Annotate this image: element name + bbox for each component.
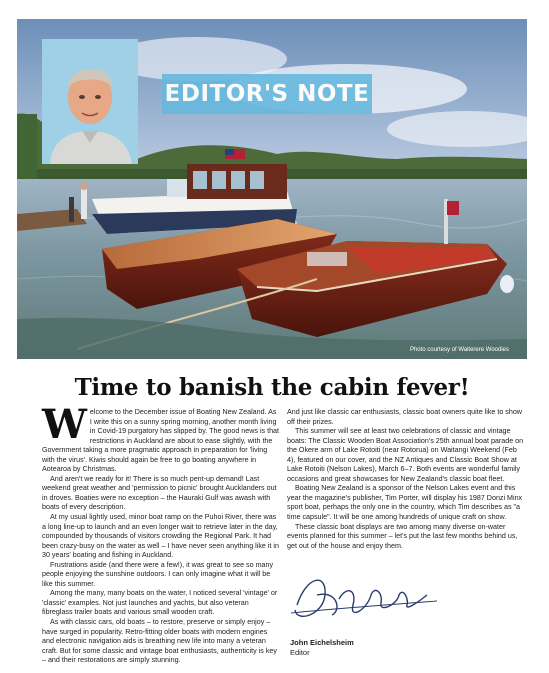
editor-portrait <box>42 39 138 164</box>
article-paragraph: And just like classic car enthusiasts, classic boat owners quite like to show off their prizes. <box>287 408 522 426</box>
section-title: EDITOR'S NOTE <box>164 81 370 107</box>
article-paragraph: As with classic cars, old boats – to restore, preserve or simply enjoy – have surged in popularity. Retro-fitting older boats with modern engines and electronic navigation aids is breathing new life into many a veteran craft. But for some classic and vintage boat enthusiasts, authenticity is key – and their restorations are simply stunning. <box>42 618 277 665</box>
article-column-right <box>287 408 525 551</box>
article-column-left <box>42 401 280 666</box>
editor-signature <box>287 565 447 630</box>
drop-cap: W <box>42 401 87 448</box>
article-paragraph: Welcome to the December issue of Boating New Zealand. As I write this on a sunny spring morning, another month living in Covid-19 purgatory has slipped by. The good news is that restrictions in Auckland are about to ease slightly, with the Government taking a more pragmatic approach in preparation for 'living with the virus'. Kiwis should again be free to go boating anywhere in Aotearoa by Christmas. <box>42 401 279 474</box>
signoff-name: John Eichelsheim <box>290 638 354 647</box>
signoff-title: Editor <box>290 648 310 657</box>
article-paragraph: Among the many, many boats on the water, I noticed several 'vintage' or 'classic' examples. Not just launches and yachts, but also veteran fibreglass trailer boats and various small wooden craft. <box>42 589 278 617</box>
hero-photo <box>17 19 527 359</box>
article-paragraph: And aren't we ready for it! There is so much pent-up demand! Last weekend great weather and 'permission to picnic' brought Aucklanders out in droves. Boaties were no exception – the Hauraki Gulf was awash with boats of every description. <box>42 474 277 512</box>
article-paragraph: Boating New Zealand is a sponsor of the Nelson Lakes event and this year the magazine's publisher, Tim Porter, will display his 1987 Donzi Minx sport boat, perhaps the only one in the country, which Tim describes as "a time capsule". It will be one among hundreds of unique craft on show. <box>287 484 523 522</box>
article-headline: Time to banish the cabin fever! <box>74 374 470 401</box>
section-title-banner <box>162 74 372 114</box>
article-paragraph: These classic boat displays are two among many diverse on-water events planned for this summer – let's put the last few months behind us, get out of the house and enjoy them. <box>287 522 518 550</box>
article-paragraph: At my usual lightly used, minor boat ramp on the Puhoi River, there was a long line-up to launch and an even longer wait to retrieve later in the day, compounded by thousands of visitors crowding the Regional Park. It had been crazy-busy on the water as well – I have never seen anything like it in 30 years' boating and fishing in Auckland. <box>42 513 279 560</box>
article-paragraph: This summer will see at least two celebrations of classic and vintage boats: The Classic Wooden Boat Association's 25th annual boat parade on the Okere arm of Lake Rotoiti (near Rotorua) on Waitangi Weekend (Feb 4), featured on our cover, and the NZ Antiques and Classic Boat Show at Lake Rotoiti (Nelson Lakes), March 6–7. Both events are wonderful family occasions and great showcases for New Zealand's classic boat fleet. <box>287 427 524 483</box>
editor-photo-image <box>42 39 138 164</box>
article-paragraph: Frustrations aside (and there were a few!), it was great to see so many people enjoying the sunshine outdoors. I can only imagine what it will be like this summer. <box>42 560 274 588</box>
photo-credit: Photo courtesy of Waiterere Woodies <box>409 347 509 353</box>
